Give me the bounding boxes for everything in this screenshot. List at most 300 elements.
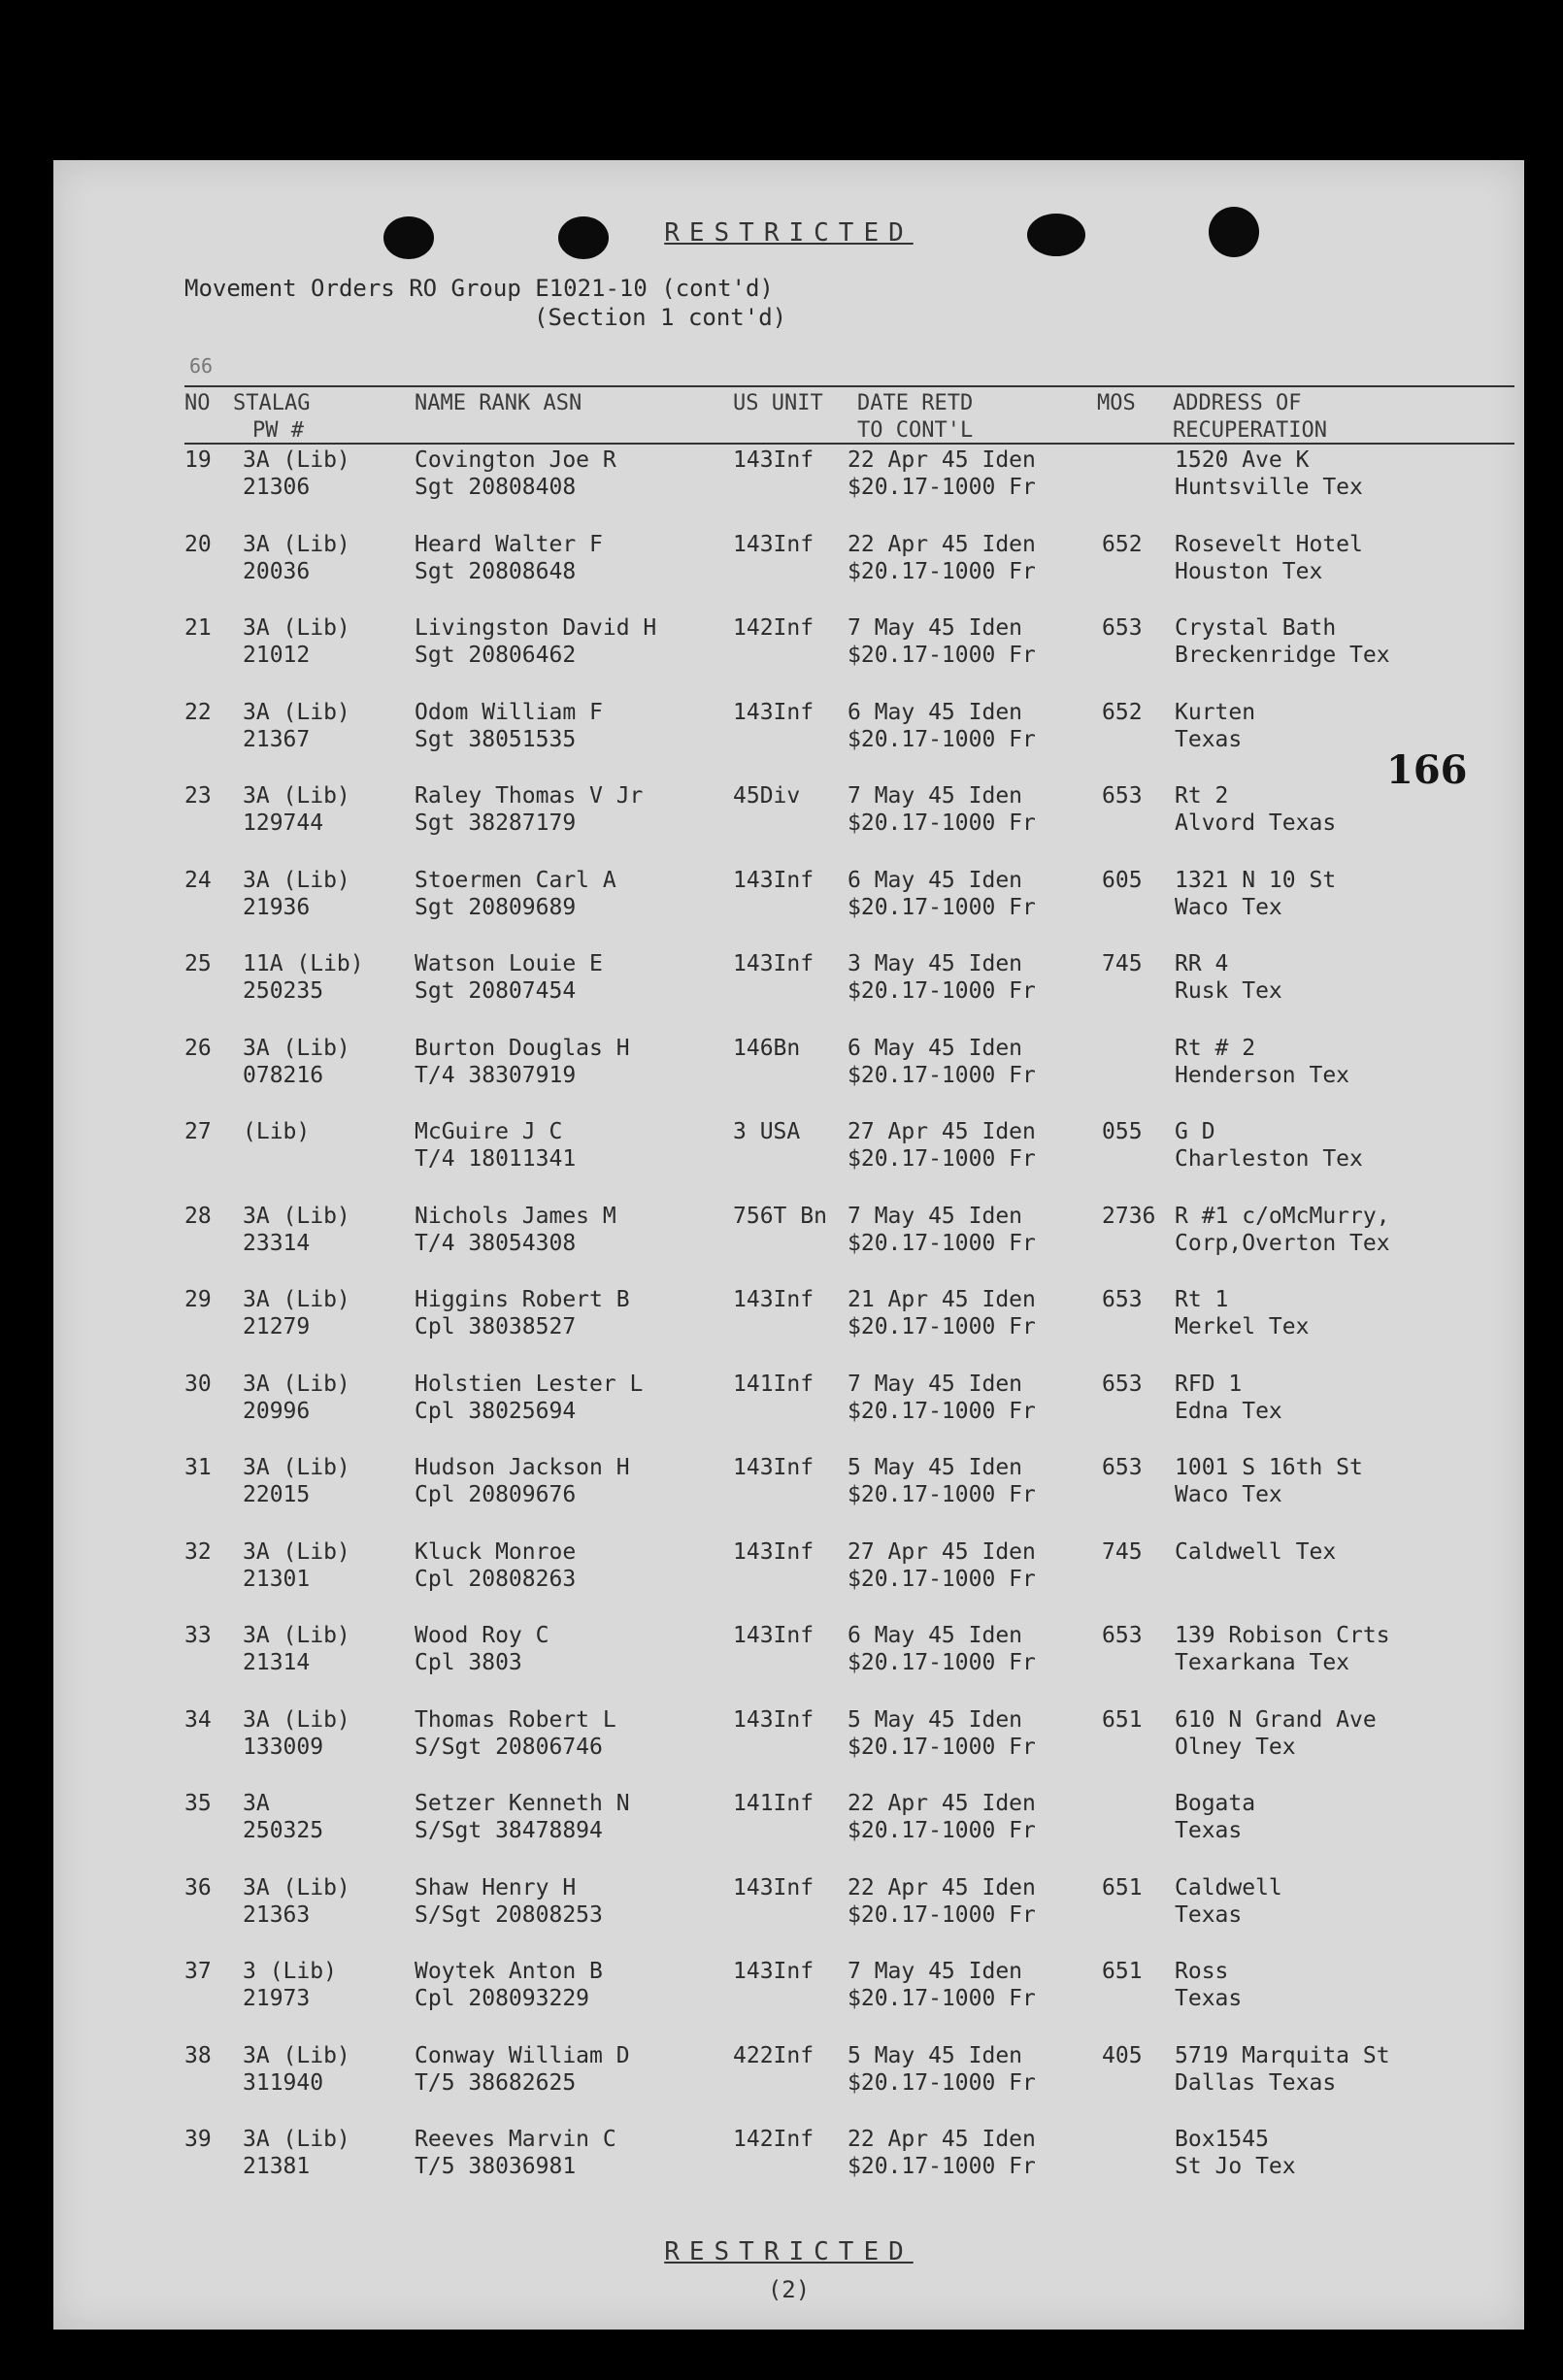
stalag-cell-line-1: 3A (Lib) bbox=[243, 1203, 350, 1229]
mos-cell-line-1: 653 bbox=[1102, 1371, 1143, 1397]
table-row bbox=[53, 782, 1524, 866]
table-row bbox=[53, 950, 1524, 1034]
stalag-cell-line-1: 11A (Lib) bbox=[243, 951, 364, 976]
mos-cell bbox=[1102, 782, 1143, 810]
mos-cell-line-1: 2736 bbox=[1102, 1203, 1156, 1229]
row-number-line-1: 37 bbox=[184, 1959, 212, 1984]
mos-cell-line-1: 653 bbox=[1102, 1287, 1143, 1312]
date-cell bbox=[848, 867, 1036, 921]
stalag-cell-line-1: 3A bbox=[243, 1791, 270, 1816]
stalag-cell bbox=[243, 1035, 350, 1089]
stalag-cell-line-1: 3A (Lib) bbox=[243, 1455, 350, 1480]
table-row bbox=[53, 614, 1524, 698]
row-number-line-1: 21 bbox=[184, 615, 212, 641]
address-cell bbox=[1175, 531, 1363, 585]
name-rank-cell-line-2: Sgt 20808648 bbox=[415, 558, 577, 584]
stalag-cell-line-1: 3A (Lib) bbox=[243, 1874, 350, 1901]
row-number bbox=[184, 699, 212, 726]
stalag-cell-line-1: 3A (Lib) bbox=[243, 531, 350, 557]
name-rank-cell-line-1: Thomas Robert L bbox=[415, 1706, 616, 1733]
stalag-cell-line-2: 133009 bbox=[243, 1734, 324, 1760]
address-cell-line-2: Corp,Overton Tex bbox=[1175, 1230, 1390, 1256]
table-row bbox=[53, 1622, 1524, 1705]
row-number bbox=[184, 1538, 212, 1566]
address-cell-line-1: 5719 Marquita St bbox=[1175, 2042, 1390, 2068]
mos-cell bbox=[1102, 1454, 1143, 1481]
stalag-cell-line-1: 3 (Lib) bbox=[243, 1959, 337, 1984]
table-row bbox=[53, 867, 1524, 950]
name-rank-cell bbox=[415, 1454, 630, 1508]
address-cell bbox=[1175, 1454, 1363, 1508]
mos-cell bbox=[1102, 531, 1143, 558]
stalag-cell-line-2: 21367 bbox=[243, 726, 311, 752]
row-number-line-1: 29 bbox=[184, 1287, 212, 1312]
name-rank-cell-line-2: Cpl 3803 bbox=[415, 1650, 522, 1675]
table-row bbox=[53, 1371, 1524, 1454]
date-cell bbox=[848, 446, 1036, 501]
stalag-cell bbox=[243, 1874, 350, 1929]
unit-cell bbox=[733, 614, 814, 642]
unit-cell bbox=[733, 1286, 814, 1313]
row-number bbox=[184, 1203, 212, 1230]
date-cell-line-2: $20.17-1000 Fr bbox=[848, 1566, 1036, 1592]
date-cell-line-1: 7 May 45 Iden bbox=[848, 1371, 1023, 1397]
name-rank-cell-line-1: Wood Roy C bbox=[415, 1623, 549, 1648]
address-cell bbox=[1175, 1538, 1336, 1566]
stalag-cell-line-2: 21279 bbox=[243, 1314, 311, 1339]
address-cell bbox=[1175, 1035, 1349, 1089]
mos-cell-line-1: 405 bbox=[1102, 2042, 1143, 2068]
name-rank-cell bbox=[415, 1538, 576, 1593]
date-cell bbox=[848, 1622, 1036, 1676]
address-cell bbox=[1175, 2126, 1296, 2180]
unit-cell bbox=[733, 1706, 814, 1734]
address-cell-line-1: R #1 c/oMcMurry, bbox=[1175, 1203, 1390, 1229]
address-cell-line-1: RR 4 bbox=[1175, 951, 1229, 976]
address-cell-line-1: 139 Robison Crts bbox=[1175, 1623, 1390, 1648]
row-number bbox=[184, 1706, 212, 1734]
address-cell-line-2: Olney Tex bbox=[1175, 1734, 1296, 1760]
col-header-date bbox=[857, 390, 973, 445]
stalag-cell bbox=[243, 2126, 350, 2180]
address-cell bbox=[1175, 1622, 1390, 1676]
unit-cell-line-1: 142Inf bbox=[733, 615, 815, 641]
date-cell-line-1: 7 May 45 Iden bbox=[848, 783, 1023, 809]
address-cell bbox=[1175, 867, 1336, 921]
name-rank-cell-line-1: Burton Douglas H bbox=[415, 1035, 630, 1061]
name-rank-cell-line-2: Sgt 38051535 bbox=[415, 726, 577, 752]
row-number-line-1: 36 bbox=[184, 1874, 212, 1901]
date-cell-line-2: $20.17-1000 Fr bbox=[848, 1901, 1036, 1928]
col-header-stalag-2: PW # bbox=[252, 418, 304, 443]
address-cell bbox=[1175, 446, 1363, 501]
stalag-cell bbox=[243, 446, 350, 501]
stalag-cell bbox=[243, 867, 350, 921]
stalag-cell-line-2: 250235 bbox=[243, 978, 324, 1004]
date-cell-line-2: $20.17-1000 Fr bbox=[848, 1986, 1036, 2011]
name-rank-cell bbox=[415, 614, 656, 669]
name-rank-cell-line-2: T/4 38307919 bbox=[415, 1062, 577, 1088]
stalag-cell bbox=[243, 531, 350, 585]
unit-cell bbox=[733, 1203, 827, 1230]
address-cell-line-1: Rt 1 bbox=[1175, 1287, 1229, 1312]
address-cell-line-1: Ross bbox=[1175, 1959, 1229, 1984]
stamp-number: 166 bbox=[1386, 747, 1468, 793]
header-rule-top bbox=[184, 385, 1514, 387]
table-row bbox=[53, 1118, 1524, 1202]
name-rank-cell bbox=[415, 1118, 576, 1173]
name-rank-cell-line-1: Conway William D bbox=[415, 2042, 630, 2068]
row-number-line-1: 27 bbox=[184, 1119, 212, 1144]
col-header-date-1: DATE RETD bbox=[857, 391, 974, 415]
stalag-cell-line-2: 21936 bbox=[243, 894, 311, 920]
name-rank-cell bbox=[415, 699, 603, 753]
date-cell bbox=[848, 1538, 1036, 1593]
name-rank-cell-line-2: Sgt 20806462 bbox=[415, 643, 577, 668]
name-rank-cell bbox=[415, 1958, 603, 2012]
name-rank-cell bbox=[415, 1790, 630, 1844]
address-cell-line-1: G D bbox=[1175, 1119, 1215, 1144]
name-rank-cell-line-2: S/Sgt 20806746 bbox=[415, 1734, 603, 1760]
date-cell-line-1: 5 May 45 Iden bbox=[848, 1706, 1023, 1733]
mos-cell-line-1: 653 bbox=[1102, 1623, 1143, 1648]
address-cell-line-2: Charleston Tex bbox=[1175, 1146, 1363, 1172]
unit-cell-line-1: 142Inf bbox=[733, 2127, 815, 2152]
stalag-cell bbox=[243, 1622, 350, 1676]
name-rank-cell bbox=[415, 867, 616, 921]
unit-cell-line-1: 422Inf bbox=[733, 2042, 815, 2068]
date-cell bbox=[848, 1790, 1036, 1844]
address-cell bbox=[1175, 1958, 1242, 2012]
row-number-line-1: 24 bbox=[184, 867, 212, 893]
mos-cell-line-1: 653 bbox=[1102, 783, 1143, 809]
row-number bbox=[184, 1874, 212, 1901]
address-cell-line-1: RFD 1 bbox=[1175, 1371, 1243, 1397]
name-rank-cell-line-1: McGuire J C bbox=[415, 1119, 563, 1144]
date-cell-line-2: $20.17-1000 Fr bbox=[848, 2069, 1036, 2096]
mos-cell bbox=[1102, 1874, 1143, 1901]
address-cell bbox=[1175, 1118, 1363, 1173]
date-cell-line-2: $20.17-1000 Fr bbox=[848, 643, 1036, 668]
date-cell bbox=[848, 1118, 1036, 1173]
date-cell bbox=[848, 950, 1036, 1005]
row-number bbox=[184, 1622, 212, 1649]
name-rank-cell-line-1: Reeves Marvin C bbox=[415, 2127, 616, 2152]
date-cell bbox=[848, 2126, 1036, 2180]
name-rank-cell-line-2: T/5 38682625 bbox=[415, 2069, 577, 2096]
date-cell-line-1: 22 Apr 45 Iden bbox=[848, 447, 1036, 473]
name-rank-cell-line-1: Setzer Kenneth N bbox=[415, 1791, 630, 1816]
name-rank-cell-line-1: Covington Joe R bbox=[415, 447, 616, 473]
name-rank-cell bbox=[415, 950, 603, 1005]
unit-cell bbox=[733, 1454, 814, 1481]
unit-cell-line-1: 143Inf bbox=[733, 1874, 815, 1901]
date-cell bbox=[848, 614, 1036, 669]
mos-cell-line-1: 055 bbox=[1102, 1119, 1143, 1144]
name-rank-cell bbox=[415, 1035, 630, 1089]
unit-cell bbox=[733, 2126, 814, 2153]
unit-cell-line-1: 143Inf bbox=[733, 1455, 815, 1480]
mos-cell-line-1: 652 bbox=[1102, 699, 1143, 725]
unit-cell-line-1: 143Inf bbox=[733, 1706, 815, 1733]
unit-cell bbox=[733, 1874, 814, 1901]
date-cell-line-1: 27 Apr 45 Iden bbox=[848, 1119, 1036, 1144]
row-number bbox=[184, 950, 212, 977]
date-cell-line-2: $20.17-1000 Fr bbox=[848, 1398, 1036, 1424]
row-number-line-1: 34 bbox=[184, 1706, 212, 1733]
row-number-line-1: 19 bbox=[184, 447, 212, 473]
col-header-mos: MOS bbox=[1097, 391, 1136, 415]
address-cell bbox=[1175, 1790, 1255, 1844]
unit-cell bbox=[733, 782, 800, 810]
mos-cell bbox=[1102, 1286, 1143, 1313]
table-row bbox=[53, 1790, 1524, 1873]
unit-cell-line-1: 143Inf bbox=[733, 951, 815, 976]
stalag-cell bbox=[243, 1203, 350, 1257]
row-number bbox=[184, 1035, 212, 1062]
name-rank-cell-line-2: Sgt 20808408 bbox=[415, 475, 577, 500]
stalag-cell bbox=[243, 1706, 350, 1761]
address-cell bbox=[1175, 1371, 1282, 1425]
stalag-cell-line-1: 3A (Lib) bbox=[243, 615, 350, 641]
stalag-cell-line-2: 21381 bbox=[243, 2154, 311, 2179]
row-number-line-1: 25 bbox=[184, 951, 212, 976]
document-title bbox=[184, 274, 786, 332]
name-rank-cell bbox=[415, 1874, 603, 1929]
stalag-cell-line-1: 3A (Lib) bbox=[243, 1287, 350, 1312]
table-row bbox=[53, 531, 1524, 614]
unit-cell-line-1: 143Inf bbox=[733, 531, 815, 557]
unit-cell bbox=[733, 446, 814, 474]
mos-cell-line-1: 605 bbox=[1102, 867, 1143, 893]
row-number-line-1: 30 bbox=[184, 1371, 212, 1397]
date-cell bbox=[848, 1874, 1036, 1929]
stalag-cell-line-2: 21363 bbox=[243, 1901, 311, 1928]
unit-cell bbox=[733, 867, 814, 894]
address-cell-line-2: Houston Tex bbox=[1175, 558, 1323, 584]
date-cell bbox=[848, 1958, 1036, 2012]
mos-cell bbox=[1102, 867, 1143, 894]
unit-cell bbox=[733, 699, 814, 726]
table-row bbox=[53, 699, 1524, 782]
name-rank-cell-line-2: S/Sgt 20808253 bbox=[415, 1901, 603, 1928]
unit-cell-line-1: 143Inf bbox=[733, 1959, 815, 1984]
row-number bbox=[184, 614, 212, 642]
unit-cell-line-1: 146Bn bbox=[733, 1035, 801, 1061]
mos-cell-line-1: 651 bbox=[1102, 1706, 1143, 1733]
stalag-cell bbox=[243, 1286, 350, 1340]
restricted-header: RESTRICTED bbox=[664, 218, 914, 248]
row-number bbox=[184, 1454, 212, 1481]
name-rank-cell bbox=[415, 782, 643, 837]
date-cell-line-2: $20.17-1000 Fr bbox=[848, 1818, 1036, 1843]
name-rank-cell-line-2: T/5 38036981 bbox=[415, 2154, 577, 2179]
row-number bbox=[184, 867, 212, 894]
col-header-date-2: TO CONT'L bbox=[857, 418, 974, 443]
address-cell-line-2: Texas bbox=[1175, 1986, 1243, 2011]
restricted-footer: RESTRICTED bbox=[664, 2237, 914, 2266]
date-cell bbox=[848, 782, 1036, 837]
date-cell bbox=[848, 1203, 1036, 1257]
name-rank-cell-line-2: Cpl 208093229 bbox=[415, 1986, 590, 2011]
stalag-cell-line-2: 21306 bbox=[243, 475, 311, 500]
table-row bbox=[53, 2126, 1524, 2209]
table-row bbox=[53, 1286, 1524, 1370]
date-cell-line-1: 3 May 45 Iden bbox=[848, 951, 1023, 976]
stalag-cell bbox=[243, 699, 350, 753]
name-rank-cell-line-1: Shaw Henry H bbox=[415, 1874, 577, 1901]
unit-cell bbox=[733, 1622, 814, 1649]
unit-cell bbox=[733, 1538, 814, 1566]
date-cell bbox=[848, 2042, 1036, 2097]
mos-cell-line-1: 651 bbox=[1102, 1874, 1143, 1901]
name-rank-cell-line-1: Livingston David H bbox=[415, 615, 657, 641]
address-cell bbox=[1175, 1706, 1377, 1761]
date-cell-line-1: 7 May 45 Iden bbox=[848, 1959, 1023, 1984]
address-cell-line-1: Rt # 2 bbox=[1175, 1035, 1256, 1061]
table-row bbox=[53, 1035, 1524, 1118]
col-header-unit: US UNIT bbox=[733, 391, 823, 415]
date-cell-line-2: $20.17-1000 Fr bbox=[848, 1314, 1036, 1339]
mos-cell-line-1: 653 bbox=[1102, 615, 1143, 641]
stalag-cell bbox=[243, 1538, 350, 1593]
address-cell-line-2: Huntsville Tex bbox=[1175, 475, 1363, 500]
address-cell-line-2: St Jo Tex bbox=[1175, 2154, 1296, 2179]
row-number-line-1: 26 bbox=[184, 1035, 212, 1061]
row-number bbox=[184, 2042, 212, 2069]
address-cell-line-2: Alvord Texas bbox=[1175, 810, 1337, 836]
date-cell-line-1: 6 May 45 Iden bbox=[848, 867, 1023, 893]
address-cell-line-2: Henderson Tex bbox=[1175, 1062, 1350, 1088]
stalag-cell-line-1: 3A (Lib) bbox=[243, 783, 350, 809]
unit-cell bbox=[733, 1118, 800, 1145]
stalag-cell-line-2: 21314 bbox=[243, 1650, 311, 1675]
address-cell bbox=[1175, 1286, 1309, 1340]
date-cell-line-1: 22 Apr 45 Iden bbox=[848, 1791, 1036, 1816]
address-cell-line-1: Caldwell bbox=[1175, 1874, 1282, 1901]
address-cell bbox=[1175, 2042, 1390, 2097]
unit-cell-line-1: 141Inf bbox=[733, 1371, 815, 1397]
row-number bbox=[184, 531, 212, 558]
mos-cell bbox=[1102, 950, 1143, 977]
date-cell-line-2: $20.17-1000 Fr bbox=[848, 558, 1036, 584]
stalag-cell-line-1: (Lib) bbox=[243, 1119, 311, 1144]
stalag-cell-line-1: 3A (Lib) bbox=[243, 1371, 350, 1397]
stalag-cell-line-2: 21301 bbox=[243, 1566, 311, 1592]
table-row bbox=[53, 1958, 1524, 2041]
address-cell bbox=[1175, 1874, 1282, 1929]
address-cell-line-2: Breckenridge Tex bbox=[1175, 643, 1390, 668]
stalag-cell bbox=[243, 614, 350, 669]
date-cell bbox=[848, 1706, 1036, 1761]
row-number-line-1: 28 bbox=[184, 1203, 212, 1229]
name-rank-cell-line-2: Cpl 38038527 bbox=[415, 1314, 577, 1339]
row-number-line-1: 23 bbox=[184, 783, 212, 809]
date-cell-line-2: $20.17-1000 Fr bbox=[848, 1734, 1036, 1760]
name-rank-cell bbox=[415, 2042, 630, 2097]
date-cell-line-1: 22 Apr 45 Iden bbox=[848, 1874, 1036, 1901]
name-rank-cell-line-1: Woytek Anton B bbox=[415, 1959, 603, 1984]
stalag-cell bbox=[243, 1118, 310, 1145]
table-row bbox=[53, 446, 1524, 530]
date-cell-line-2: $20.17-1000 Fr bbox=[848, 1062, 1036, 1088]
address-cell-line-2: Texas bbox=[1175, 1901, 1243, 1928]
stalag-cell-line-2: 21012 bbox=[243, 643, 311, 668]
address-cell-line-1: 1001 S 16th St bbox=[1175, 1455, 1363, 1480]
mos-cell-line-1: 653 bbox=[1102, 1455, 1143, 1480]
address-cell-line-2: Merkel Tex bbox=[1175, 1314, 1310, 1339]
name-rank-cell-line-1: Nichols James M bbox=[415, 1203, 616, 1229]
date-cell-line-1: 5 May 45 Iden bbox=[848, 2042, 1023, 2068]
stalag-cell-line-2: 21973 bbox=[243, 1986, 311, 2011]
name-rank-cell-line-2: Cpl 20809676 bbox=[415, 1482, 577, 1507]
date-cell-line-1: 22 Apr 45 Iden bbox=[848, 531, 1036, 557]
address-cell-line-2: Caldwell Tex bbox=[1175, 1538, 1337, 1565]
row-number bbox=[184, 1118, 212, 1145]
unit-cell bbox=[733, 1958, 814, 1985]
stalag-cell-line-1: 3A (Lib) bbox=[243, 2127, 350, 2152]
unit-cell bbox=[733, 1035, 800, 1062]
name-rank-cell bbox=[415, 1706, 616, 1761]
date-cell bbox=[848, 1454, 1036, 1508]
name-rank-cell-line-1: Raley Thomas V Jr bbox=[415, 783, 644, 809]
date-cell-line-2: $20.17-1000 Fr bbox=[848, 475, 1036, 500]
name-rank-cell bbox=[415, 2126, 616, 2180]
row-number-line-1: 35 bbox=[184, 1791, 212, 1816]
address-cell-line-1: Kurten bbox=[1175, 699, 1256, 725]
address-cell-line-1: Box1545 bbox=[1175, 2127, 1269, 2152]
unit-cell-line-1: 143Inf bbox=[733, 1623, 815, 1648]
mos-cell-line-1: 651 bbox=[1102, 1959, 1143, 1984]
mos-cell-line-1: 745 bbox=[1102, 951, 1143, 976]
row-number bbox=[184, 1958, 212, 1985]
address-cell-line-1: 1321 N 10 St bbox=[1175, 867, 1337, 893]
name-rank-cell bbox=[415, 1371, 643, 1425]
row-number bbox=[184, 1286, 212, 1313]
address-cell-line-1: Rt 2 bbox=[1175, 783, 1229, 809]
mos-cell bbox=[1102, 2042, 1143, 2069]
unit-cell-line-1: 141Inf bbox=[733, 1791, 815, 1816]
mos-cell bbox=[1102, 1706, 1143, 1734]
title-line-1: Movement Orders RO Group E1021-10 (cont'd) bbox=[184, 275, 774, 302]
date-cell-line-2: $20.17-1000 Fr bbox=[848, 1650, 1036, 1675]
mos-cell bbox=[1102, 699, 1143, 726]
unit-cell bbox=[733, 2042, 814, 2069]
unit-cell-line-1: 3 USA bbox=[733, 1119, 801, 1144]
row-number-line-1: 31 bbox=[184, 1455, 212, 1480]
row-number-line-1: 32 bbox=[184, 1538, 212, 1565]
unit-cell bbox=[733, 1371, 814, 1398]
page-number: (2) bbox=[767, 2276, 811, 2303]
mos-cell bbox=[1102, 1958, 1143, 1985]
name-rank-cell-line-2: T/4 18011341 bbox=[415, 1146, 577, 1172]
date-cell-line-1: 6 May 45 Iden bbox=[848, 1035, 1023, 1061]
name-rank-cell bbox=[415, 1203, 616, 1257]
name-rank-cell-line-2: Cpl 38025694 bbox=[415, 1398, 577, 1424]
margin-mark: 66 bbox=[189, 354, 214, 378]
unit-cell-line-1: 45Div bbox=[733, 783, 801, 809]
row-number-line-1: 33 bbox=[184, 1623, 212, 1648]
stalag-cell-line-2: 129744 bbox=[243, 810, 324, 836]
stalag-cell-line-1: 3A (Lib) bbox=[243, 447, 350, 473]
row-number-line-1: 39 bbox=[184, 2127, 212, 2152]
date-cell-line-2: $20.17-1000 Fr bbox=[848, 1146, 1036, 1172]
table-row bbox=[53, 1706, 1524, 1790]
name-rank-cell-line-1: Heard Walter F bbox=[415, 531, 603, 557]
date-cell bbox=[848, 699, 1036, 753]
address-cell-line-2: Waco Tex bbox=[1175, 894, 1282, 920]
title-line-2: (Section 1 cont'd) bbox=[534, 304, 787, 331]
